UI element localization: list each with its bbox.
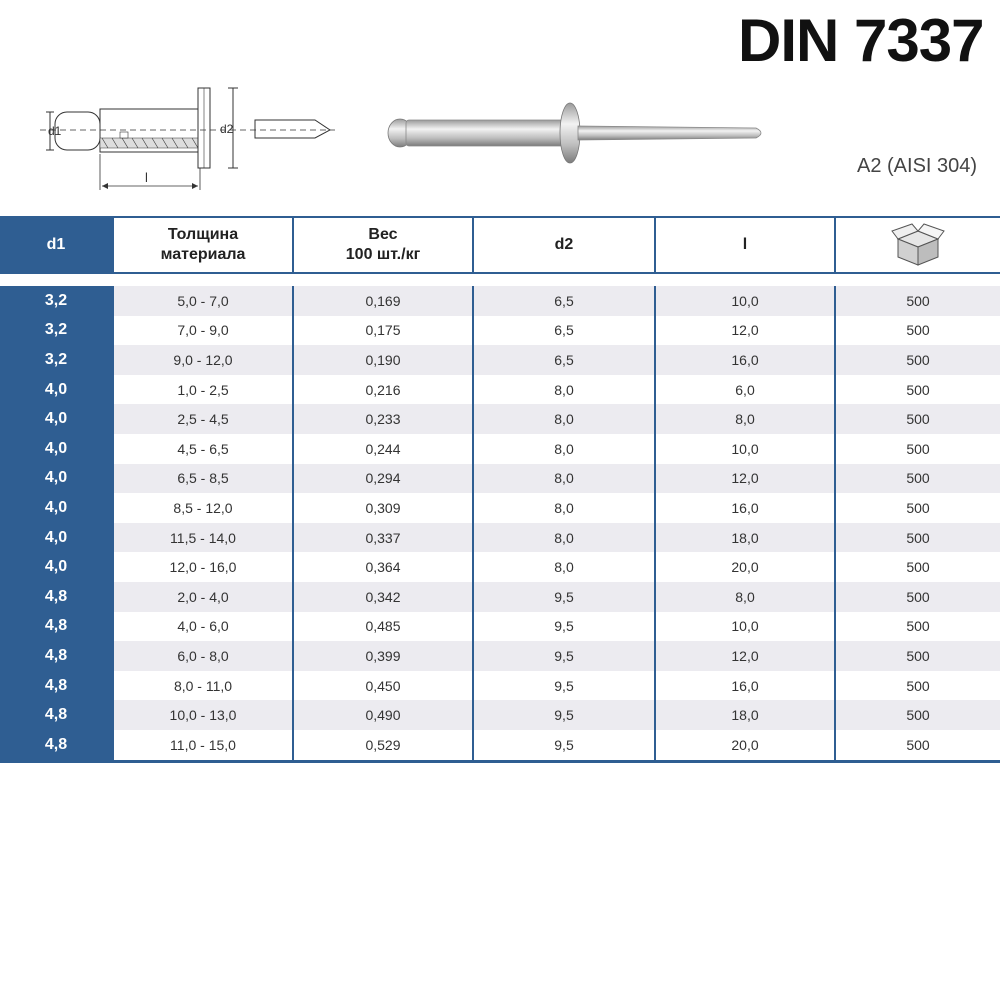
quantity-cell: 500 <box>834 286 1000 316</box>
d1-cell: 4,0 <box>0 493 112 523</box>
table-row <box>0 552 1000 582</box>
thickness-cell: 10,0 - 13,0 <box>112 700 292 730</box>
table-row <box>0 404 1000 434</box>
quantity-cell: 500 <box>834 700 1000 730</box>
header-thickness-line1: Толщина <box>167 226 239 243</box>
d1-cell: 4,0 <box>0 404 112 434</box>
l-cell: 16,0 <box>654 345 834 375</box>
d2-cell: 9,5 <box>472 730 654 760</box>
table-row <box>0 493 1000 523</box>
l-cell: 16,0 <box>654 493 834 523</box>
weight-cell: 0,529 <box>292 730 472 760</box>
thickness-cell: 5,0 - 7,0 <box>112 286 292 316</box>
rivet-photo <box>386 98 771 168</box>
weight-cell: 0,450 <box>292 671 472 701</box>
quantity-cell: 500 <box>834 612 1000 642</box>
d2-cell: 8,0 <box>472 464 654 494</box>
d2-cell: 6,5 <box>472 286 654 316</box>
table-row <box>0 612 1000 642</box>
thickness-cell: 7,0 - 9,0 <box>112 316 292 346</box>
d1-cell: 4,8 <box>0 582 112 612</box>
header-weight-line2: 100 шт./кг <box>345 246 421 263</box>
d2-cell: 8,0 <box>472 434 654 464</box>
weight-cell: 0,337 <box>292 523 472 553</box>
table-row <box>0 730 1000 760</box>
table-header <box>0 216 1000 274</box>
l-cell: 10,0 <box>654 612 834 642</box>
thickness-cell: 9,0 - 12,0 <box>112 345 292 375</box>
table-row <box>0 375 1000 405</box>
l-cell: 10,0 <box>654 434 834 464</box>
quantity-cell: 500 <box>834 523 1000 553</box>
d2-cell: 9,5 <box>472 671 654 701</box>
table-row <box>0 316 1000 346</box>
header-d1: d1 <box>0 218 112 272</box>
d2-cell: 9,5 <box>472 582 654 612</box>
material-label: A2 (AISI 304) <box>857 155 978 177</box>
header-l: l <box>654 218 834 272</box>
weight-cell: 0,190 <box>292 345 472 375</box>
d2-cell: 8,0 <box>472 493 654 523</box>
weight-cell: 0,399 <box>292 641 472 671</box>
l-cell: 12,0 <box>654 464 834 494</box>
l-cell: 12,0 <box>654 641 834 671</box>
d1-cell: 4,0 <box>0 523 112 553</box>
header-weight-line1: Вес <box>368 226 398 243</box>
weight-cell: 0,216 <box>292 375 472 405</box>
quantity-cell: 500 <box>834 404 1000 434</box>
rivet-technical-drawing <box>40 84 340 194</box>
thickness-cell: 1,0 - 2,5 <box>112 375 292 405</box>
d1-cell: 4,0 <box>0 375 112 405</box>
table-bottom-border <box>0 760 1000 763</box>
thickness-cell: 8,0 - 11,0 <box>112 671 292 701</box>
d2-cell: 9,5 <box>472 700 654 730</box>
thickness-cell: 11,0 - 15,0 <box>112 730 292 760</box>
label-d2: d2 <box>220 122 234 136</box>
d1-cell: 3,2 <box>0 316 112 346</box>
l-cell: 8,0 <box>654 404 834 434</box>
l-cell: 20,0 <box>654 730 834 760</box>
d1-cell: 3,2 <box>0 345 112 375</box>
d1-cell: 4,0 <box>0 464 112 494</box>
weight-cell: 0,233 <box>292 404 472 434</box>
quantity-cell: 500 <box>834 316 1000 346</box>
d1-cell: 3,2 <box>0 286 112 316</box>
quantity-cell: 500 <box>834 345 1000 375</box>
d2-cell: 9,5 <box>472 612 654 642</box>
thickness-cell: 4,0 - 6,0 <box>112 612 292 642</box>
thickness-cell: 6,5 - 8,5 <box>112 464 292 494</box>
quantity-cell: 500 <box>834 641 1000 671</box>
weight-cell: 0,342 <box>292 582 472 612</box>
header-weight <box>292 218 472 272</box>
thickness-cell: 8,5 - 12,0 <box>112 493 292 523</box>
l-cell: 18,0 <box>654 523 834 553</box>
d2-cell: 6,5 <box>472 316 654 346</box>
quantity-cell: 500 <box>834 375 1000 405</box>
weight-cell: 0,490 <box>292 700 472 730</box>
table-row <box>0 582 1000 612</box>
thickness-cell: 2,5 - 4,5 <box>112 404 292 434</box>
header-gap <box>0 274 1000 286</box>
weight-cell: 0,364 <box>292 552 472 582</box>
d1-cell: 4,8 <box>0 730 112 760</box>
table-row <box>0 523 1000 553</box>
thickness-cell: 2,0 - 4,0 <box>112 582 292 612</box>
d2-cell: 8,0 <box>472 523 654 553</box>
d1-cell: 4,0 <box>0 552 112 582</box>
header-box <box>834 218 1000 272</box>
d2-cell: 8,0 <box>472 552 654 582</box>
quantity-cell: 500 <box>834 493 1000 523</box>
quantity-cell: 500 <box>834 434 1000 464</box>
quantity-cell: 500 <box>834 671 1000 701</box>
weight-cell: 0,169 <box>292 286 472 316</box>
box-icon <box>888 223 948 267</box>
thickness-cell: 12,0 - 16,0 <box>112 552 292 582</box>
label-d1: d1 <box>48 124 62 138</box>
header-d2: d2 <box>472 218 654 272</box>
d2-cell: 8,0 <box>472 404 654 434</box>
thickness-cell: 6,0 - 8,0 <box>112 641 292 671</box>
table-row <box>0 286 1000 316</box>
quantity-cell: 500 <box>834 552 1000 582</box>
d1-cell: 4,8 <box>0 641 112 671</box>
weight-cell: 0,485 <box>292 612 472 642</box>
header-thickness-line2: материала <box>160 246 246 263</box>
l-cell: 10,0 <box>654 286 834 316</box>
thickness-cell: 4,5 - 6,5 <box>112 434 292 464</box>
weight-cell: 0,175 <box>292 316 472 346</box>
table-row <box>0 345 1000 375</box>
d1-cell: 4,0 <box>0 434 112 464</box>
thickness-cell: 11,5 - 14,0 <box>112 523 292 553</box>
l-cell: 12,0 <box>654 316 834 346</box>
l-cell: 20,0 <box>654 552 834 582</box>
label-l: l <box>145 170 148 185</box>
l-cell: 18,0 <box>654 700 834 730</box>
d2-cell: 9,5 <box>472 641 654 671</box>
table-row <box>0 671 1000 701</box>
page-title: DIN 7337 <box>738 7 984 74</box>
d1-cell: 4,8 <box>0 612 112 642</box>
table-row <box>0 464 1000 494</box>
d1-cell: 4,8 <box>0 700 112 730</box>
header-thickness <box>112 218 292 272</box>
quantity-cell: 500 <box>834 730 1000 760</box>
l-cell: 16,0 <box>654 671 834 701</box>
table-row <box>0 641 1000 671</box>
weight-cell: 0,294 <box>292 464 472 494</box>
d2-cell: 6,5 <box>472 345 654 375</box>
quantity-cell: 500 <box>834 582 1000 612</box>
l-cell: 6,0 <box>654 375 834 405</box>
table-body <box>0 286 1000 763</box>
d1-cell: 4,8 <box>0 671 112 701</box>
table-row <box>0 434 1000 464</box>
d2-cell: 8,0 <box>472 375 654 405</box>
weight-cell: 0,244 <box>292 434 472 464</box>
quantity-cell: 500 <box>834 464 1000 494</box>
weight-cell: 0,309 <box>292 493 472 523</box>
l-cell: 8,0 <box>654 582 834 612</box>
table-row <box>0 700 1000 730</box>
